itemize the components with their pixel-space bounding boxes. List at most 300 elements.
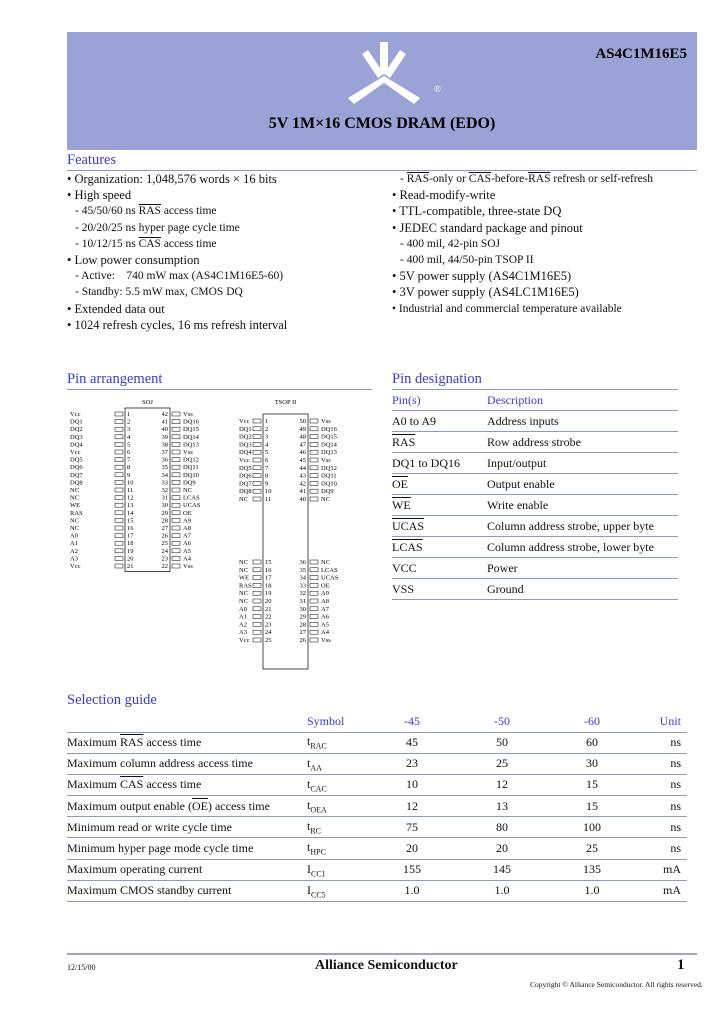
tsop-pin bbox=[310, 607, 318, 611]
soj-pin bbox=[172, 427, 180, 431]
soj-pin-label: DQ1 bbox=[70, 418, 83, 426]
tsop-pin-number: 16 bbox=[265, 566, 272, 574]
soj-pin-label: NC bbox=[70, 494, 80, 502]
tsop-pin bbox=[310, 497, 318, 501]
tsop-pin bbox=[253, 497, 261, 501]
tsop-pin-number: 44 bbox=[299, 464, 306, 472]
soj-pin-number: 30 bbox=[161, 502, 168, 510]
table-row bbox=[392, 495, 678, 516]
soj-pin-number: 20 bbox=[127, 555, 134, 563]
tsop-pin-number: 43 bbox=[299, 472, 306, 480]
tsop-pin-number: 47 bbox=[299, 441, 306, 449]
tsop-pin-number: 15 bbox=[265, 559, 272, 566]
tsop-pin-number: 23 bbox=[265, 621, 272, 629]
value-60-cell: 15 bbox=[547, 774, 637, 795]
feature-item: • High speed bbox=[67, 188, 132, 203]
soj-pin-label: A3 bbox=[70, 555, 78, 563]
soj-pin-label: NC bbox=[70, 517, 80, 525]
tsop-pin-number: 26 bbox=[299, 637, 306, 644]
unit-cell: ns bbox=[637, 774, 687, 795]
soj-pin-number: 25 bbox=[161, 540, 168, 548]
tsop-pin-number: 1 bbox=[265, 418, 269, 425]
feature-item: • 5V power supply (AS4C1M16E5) bbox=[392, 269, 572, 284]
soj-pin bbox=[172, 473, 180, 477]
tsop-pin-label: DQ13 bbox=[321, 449, 337, 457]
tsop-pin bbox=[310, 435, 318, 439]
tsop-pin-number: 28 bbox=[299, 621, 306, 629]
tsop-pin-number: 33 bbox=[299, 582, 306, 590]
tsop-pin-label: NC bbox=[321, 559, 331, 566]
soj-pin-label: A5 bbox=[183, 547, 191, 555]
tsop-pin-label: WE bbox=[239, 574, 250, 582]
tsop-pin bbox=[310, 458, 318, 462]
feature-subitem: - 20/20/25 ns hyper page cycle time bbox=[75, 221, 240, 234]
soj-pin-number: 28 bbox=[161, 517, 168, 525]
soj-pin-label: UCAS bbox=[183, 502, 201, 510]
soj-pin-label: NC bbox=[183, 487, 193, 494]
table-row bbox=[392, 537, 678, 558]
soj-pin-label: A6 bbox=[183, 540, 191, 548]
tsop-pin-label: DQ4 bbox=[239, 449, 252, 457]
soj-pin-number: 24 bbox=[161, 547, 168, 555]
tsop-pin-label: DQ10 bbox=[321, 480, 337, 488]
pin-diagram-svg bbox=[70, 394, 360, 679]
tsop-label: TSOP II bbox=[274, 399, 297, 406]
soj-pin-number: 33 bbox=[161, 479, 168, 487]
soj-pin bbox=[115, 549, 123, 553]
footer-date: 12/15/00 bbox=[67, 963, 96, 972]
tsop-pin bbox=[310, 474, 318, 478]
tsop-pin-number: 3 bbox=[265, 433, 269, 441]
table-row bbox=[392, 579, 678, 600]
soj-pin-label: WE bbox=[70, 502, 81, 510]
tsop-pin-number: 30 bbox=[299, 605, 306, 613]
soj-pin-number: 14 bbox=[127, 509, 134, 517]
tsop-pin-number: 22 bbox=[265, 613, 272, 621]
soj-pin bbox=[115, 480, 123, 484]
table-row bbox=[67, 880, 687, 901]
param-cell: Minimum read or write cycle time bbox=[67, 817, 307, 838]
tsop-pin bbox=[253, 435, 261, 439]
footer-page-number: 1 bbox=[677, 957, 685, 973]
tsop-pin-label: A9 bbox=[321, 590, 329, 598]
tsop-pin-label: DQ7 bbox=[239, 480, 252, 488]
soj-pin-number: 41 bbox=[161, 418, 168, 426]
feature-subitem: - 10/12/15 ns $\overline{CAS}$ access time bbox=[75, 237, 217, 250]
tsop-pin-label: Vss bbox=[321, 418, 331, 425]
pin-cell: LCAS bbox=[392, 537, 487, 558]
param-cell: Minimum hyper page mode cycle time bbox=[67, 838, 307, 859]
table-row bbox=[392, 474, 678, 495]
pin-arrangement-heading: Pin arrangement bbox=[67, 371, 163, 387]
soj-label: SOJ bbox=[142, 399, 153, 406]
value-60-cell: 135 bbox=[547, 859, 637, 880]
value-45-cell: 20 bbox=[367, 838, 457, 859]
soj-pin bbox=[172, 488, 180, 492]
soj-pin-label: DQ14 bbox=[183, 433, 199, 441]
tsop-pin-number: 20 bbox=[265, 598, 272, 605]
pin-cell: $\overline{WE}$ bbox=[392, 495, 487, 516]
symbol-cell: $t_{HPC}$ bbox=[307, 838, 367, 859]
tsop-pin-label: NC bbox=[239, 590, 249, 598]
tsop-pin-label: DQ8 bbox=[239, 488, 252, 496]
desc-cell: Column address strobe, upper byte bbox=[487, 516, 678, 537]
tsop-pin-label: A6 bbox=[321, 613, 329, 621]
value-50-cell: 50 bbox=[457, 732, 547, 753]
soj-pin-number: 4 bbox=[127, 433, 131, 441]
col-45: -45 bbox=[367, 712, 457, 732]
soj-pin-label: DQ2 bbox=[70, 426, 83, 434]
tsop-pin-label: DQ1 bbox=[239, 425, 252, 433]
soj-pin-label: Vcc bbox=[70, 411, 81, 418]
tsop-pin-label: DQ9 bbox=[321, 488, 334, 496]
soj-pin bbox=[115, 412, 123, 416]
feature-item: • Low power consumption bbox=[67, 253, 200, 268]
soj-pin-number: 13 bbox=[127, 502, 134, 510]
footer-rule bbox=[67, 953, 697, 955]
footer-copyright: Copyright © Alliance Semiconductor. All rights reserved. bbox=[530, 980, 703, 989]
param-cell: Maximum output enable $(\overline{OE})$ access time bbox=[67, 796, 307, 817]
soj-pin-number: 37 bbox=[161, 449, 168, 456]
tsop-pin-label: LCAS bbox=[321, 566, 338, 574]
soj-pin-label: DQ12 bbox=[183, 456, 199, 464]
desc-cell: Input/output bbox=[487, 453, 678, 474]
symbol-cell: $I_{CC5}$ bbox=[307, 880, 367, 901]
unit-cell: mA bbox=[637, 880, 687, 901]
soj-pin-number: 3 bbox=[127, 426, 131, 434]
header-banner bbox=[67, 32, 697, 150]
col-pins: Pin(s) bbox=[392, 390, 487, 411]
tsop-pin-number: 19 bbox=[265, 590, 272, 598]
value-60-cell: 1.0 bbox=[547, 880, 637, 901]
features-heading: Features bbox=[67, 152, 117, 168]
soj-pin bbox=[115, 511, 123, 515]
soj-pin bbox=[172, 518, 180, 522]
value-60-cell: 30 bbox=[547, 753, 637, 774]
symbol-cell: $t_{RAC}$ bbox=[307, 732, 367, 753]
unit-cell: ns bbox=[637, 732, 687, 753]
value-60-cell: 25 bbox=[547, 838, 637, 859]
tsop-pin-label: DQ12 bbox=[321, 464, 337, 472]
selection-guide-table bbox=[67, 712, 687, 902]
part-number: AS4C1M16E5 bbox=[595, 46, 687, 62]
tsop-pin bbox=[310, 599, 318, 603]
tsop-pin-label: DQ5 bbox=[239, 464, 252, 472]
col-60: -60 bbox=[547, 712, 637, 732]
tsop-pin bbox=[310, 622, 318, 626]
soj-pin bbox=[115, 503, 123, 507]
tsop-pin-number: 17 bbox=[265, 574, 272, 582]
tsop-pin-number: 21 bbox=[265, 605, 272, 613]
tsop-pin-label: NC bbox=[239, 566, 249, 574]
table-row bbox=[392, 453, 678, 474]
symbol-cell: $t_{RC}$ bbox=[307, 817, 367, 838]
soj-pin-number: 12 bbox=[127, 494, 134, 502]
soj-pin-label: DQ5 bbox=[70, 456, 83, 464]
alliance-logo-icon bbox=[342, 40, 441, 115]
tsop-pin bbox=[253, 419, 261, 423]
tsop-pin bbox=[253, 576, 261, 580]
tsop-pin-number: 5 bbox=[265, 449, 269, 457]
table-row bbox=[67, 753, 687, 774]
soj-pin-label: DQ13 bbox=[183, 441, 199, 449]
table-row bbox=[67, 838, 687, 859]
tsop-pin-label: OE bbox=[321, 582, 330, 590]
feature-subitem: - 400 mil, 42-pin SOJ bbox=[400, 237, 500, 250]
table-row bbox=[392, 411, 678, 432]
soj-pin-number: 6 bbox=[127, 449, 131, 456]
soj-pin-label: DQ6 bbox=[70, 464, 83, 472]
tsop-pin-label: A2 bbox=[239, 621, 247, 629]
soj-pin-number: 26 bbox=[161, 532, 168, 540]
pin-cell: $\overline{RAS}$ bbox=[392, 432, 487, 453]
soj-pin bbox=[115, 435, 123, 439]
page-title: 5V 1M×16 CMOS DRAM (EDO) bbox=[268, 115, 496, 132]
col-parameter bbox=[67, 712, 307, 732]
soj-pin-number: 29 bbox=[161, 509, 168, 517]
tsop-pin-label: NC bbox=[239, 559, 249, 566]
tsop-pin bbox=[310, 576, 318, 580]
soj-pin-number: 39 bbox=[161, 433, 168, 441]
tsop-pin bbox=[310, 560, 318, 564]
tsop-pin bbox=[253, 568, 261, 572]
soj-pin bbox=[115, 427, 123, 431]
soj-pin-label: Vss bbox=[183, 449, 193, 456]
table-row bbox=[67, 796, 687, 817]
unit-cell: ns bbox=[637, 817, 687, 838]
param-cell: Maximum column address access time bbox=[67, 753, 307, 774]
value-50-cell: 12 bbox=[457, 774, 547, 795]
tsop-pin-number: 48 bbox=[299, 433, 306, 441]
soj-pin-number: 31 bbox=[161, 494, 168, 502]
soj-pin-number: 27 bbox=[161, 525, 168, 532]
tsop-pin-label: A7 bbox=[321, 605, 329, 613]
param-cell: Maximum CMOS standby current bbox=[67, 880, 307, 901]
soj-pin bbox=[115, 526, 123, 530]
value-60-cell: 60 bbox=[547, 732, 637, 753]
tsop-pin bbox=[253, 615, 261, 619]
soj-pin-number: 17 bbox=[127, 532, 134, 540]
soj-pin-number: 18 bbox=[127, 540, 134, 548]
tsop-pin bbox=[310, 489, 318, 493]
soj-pin-label: LCAS bbox=[183, 494, 200, 502]
value-45-cell: 155 bbox=[367, 859, 457, 880]
tsop-pin bbox=[253, 560, 261, 564]
tsop-pin bbox=[253, 591, 261, 595]
table-header-row bbox=[67, 712, 687, 732]
soj-pin-label: A2 bbox=[70, 547, 78, 555]
soj-pin bbox=[115, 518, 123, 522]
tsop-pin-label: Vss bbox=[321, 637, 331, 644]
tsop-pin-label: NC bbox=[239, 496, 249, 503]
soj-pin-number: 5 bbox=[127, 441, 131, 449]
desc-cell: Column address strobe, lower byte bbox=[487, 537, 678, 558]
tsop-pin bbox=[253, 630, 261, 634]
tsop-pin-label: DQ3 bbox=[239, 441, 252, 449]
pin-arrangement-rule bbox=[67, 389, 372, 390]
tsop-pin-label: UCAS bbox=[321, 574, 339, 582]
feature-subitem: - Active: 740 mW max (AS4C1M16E5-60) bbox=[75, 270, 284, 283]
tsop-pin-number: 2 bbox=[265, 425, 269, 433]
tsop-pin bbox=[253, 583, 261, 587]
soj-pin-number: 35 bbox=[161, 464, 168, 472]
tsop-pin-label: Vcc bbox=[239, 418, 250, 425]
soj-pin bbox=[172, 541, 180, 545]
tsop-pin bbox=[253, 481, 261, 485]
tsop-pin-label: Vcc bbox=[239, 457, 250, 464]
soj-pin-number: 23 bbox=[161, 555, 168, 563]
tsop-pin bbox=[310, 427, 318, 431]
table-row bbox=[67, 774, 687, 795]
soj-pin-label: A7 bbox=[183, 532, 191, 540]
tsop-pin bbox=[253, 427, 261, 431]
soj-pin-label: Vss bbox=[183, 563, 193, 570]
table-header-row bbox=[392, 390, 678, 411]
tsop-pin bbox=[310, 419, 318, 423]
soj-pin bbox=[115, 564, 123, 568]
pin-diagram bbox=[70, 394, 360, 684]
tsop-pin-number: 42 bbox=[299, 480, 306, 488]
param-cell: Maximum $\overline{CAS}$ access time bbox=[67, 774, 307, 795]
tsop-pin-number: 9 bbox=[265, 480, 269, 488]
pin-cell: VSS bbox=[392, 579, 487, 600]
soj-pin bbox=[115, 458, 123, 462]
soj-pin bbox=[115, 534, 123, 538]
tsop-pin bbox=[310, 450, 318, 454]
soj-pin-label: A8 bbox=[183, 525, 191, 532]
tsop-pin-label: NC bbox=[239, 598, 249, 605]
soj-pin bbox=[115, 442, 123, 446]
feature-subitem: - 400 mil, 44/50-pin TSOP II bbox=[400, 254, 534, 267]
value-50-cell: 13 bbox=[457, 796, 547, 817]
tsop-pin-label: A1 bbox=[239, 613, 247, 621]
soj-pin-label: DQ15 bbox=[183, 426, 199, 434]
tsop-pin-number: 25 bbox=[265, 637, 272, 644]
soj-pin-number: 19 bbox=[127, 547, 134, 555]
soj-pin-number: 16 bbox=[127, 525, 134, 532]
soj-pin bbox=[172, 442, 180, 446]
tsop-pin-number: 50 bbox=[299, 418, 306, 425]
feature-item: • Organization: 1,048,576 words × 16 bits bbox=[67, 172, 277, 186]
col-unit: Unit bbox=[637, 712, 687, 732]
soj-pin-number: 32 bbox=[161, 487, 168, 494]
col-description: Description bbox=[487, 390, 678, 411]
param-cell: Maximum $\overline{RAS}$ access time bbox=[67, 732, 307, 753]
soj-pin-number: 34 bbox=[161, 471, 168, 479]
tsop-pin-label: A0 bbox=[239, 605, 247, 613]
tsop-pin-number: 7 bbox=[265, 464, 269, 472]
tsop-pin-number: 6 bbox=[265, 457, 269, 464]
soj-pin bbox=[172, 496, 180, 500]
value-45-cell: 10 bbox=[367, 774, 457, 795]
pin-cell: UCAS bbox=[392, 516, 487, 537]
soj-pin-number: 7 bbox=[127, 456, 131, 464]
soj-pin bbox=[115, 473, 123, 477]
tsop-pin-number: 10 bbox=[265, 488, 272, 496]
tsop-pin bbox=[253, 489, 261, 493]
tsop-pin-label: DQ14 bbox=[321, 441, 337, 449]
unit-cell: mA bbox=[637, 859, 687, 880]
tsop-pin-number: 45 bbox=[299, 457, 306, 464]
tsop-pin bbox=[253, 442, 261, 446]
tsop-pin-label: DQ2 bbox=[239, 433, 252, 441]
value-50-cell: 1.0 bbox=[457, 880, 547, 901]
soj-pin bbox=[115, 465, 123, 469]
soj-pin-number: 2 bbox=[127, 418, 131, 426]
value-45-cell: 75 bbox=[367, 817, 457, 838]
desc-cell: Output enable bbox=[487, 474, 678, 495]
desc-cell: Address inputs bbox=[487, 411, 678, 432]
soj-pin bbox=[172, 480, 180, 484]
soj-pin bbox=[115, 420, 123, 424]
soj-pin bbox=[172, 465, 180, 469]
tsop-pin bbox=[253, 466, 261, 470]
selection-guide-heading: Selection guide bbox=[67, 692, 157, 708]
soj-pin bbox=[172, 435, 180, 439]
soj-pin-number: 9 bbox=[127, 471, 131, 479]
soj-pin bbox=[172, 534, 180, 538]
unit-cell: ns bbox=[637, 838, 687, 859]
col-50: -50 bbox=[457, 712, 547, 732]
trademark-symbol: ® bbox=[434, 84, 441, 94]
soj-pin-label: DQ16 bbox=[183, 418, 199, 426]
feature-subitem: - Standby: 5.5 mW max, CMOS DQ bbox=[75, 286, 243, 299]
tsop-pin-label: A5 bbox=[321, 621, 329, 629]
tsop-pin-label: DQ6 bbox=[239, 472, 252, 480]
table-row bbox=[67, 859, 687, 880]
soj-pin bbox=[172, 526, 180, 530]
value-45-cell: 1.0 bbox=[367, 880, 457, 901]
pin-designation-heading: Pin designation bbox=[392, 371, 482, 387]
feature-item: • Industrial and commercial temperature available bbox=[392, 302, 622, 315]
soj-pin-number: 40 bbox=[161, 426, 168, 434]
tsop-pin-number: 40 bbox=[299, 496, 306, 503]
pin-cell: DQ1 to DQ16 bbox=[392, 453, 487, 474]
tsop-pin bbox=[310, 583, 318, 587]
soj-pin-label: Vcc bbox=[70, 563, 81, 570]
features-list-left bbox=[67, 171, 287, 333]
features-list-right bbox=[392, 171, 653, 317]
tsop-pin bbox=[310, 442, 318, 446]
tsop-pin-number: 29 bbox=[299, 613, 306, 621]
tsop-pin bbox=[310, 615, 318, 619]
tsop-pin bbox=[253, 607, 261, 611]
soj-pin bbox=[172, 458, 180, 462]
tsop-pin-number: 49 bbox=[299, 425, 306, 433]
soj-pin-label: A4 bbox=[183, 555, 191, 563]
tsop-pin bbox=[253, 474, 261, 478]
value-50-cell: 20 bbox=[457, 838, 547, 859]
desc-cell: Write enable bbox=[487, 495, 678, 516]
feature-item: • Extended data out bbox=[67, 301, 165, 316]
soj-pin-number: 15 bbox=[127, 517, 134, 525]
soj-pin-label: DQ11 bbox=[183, 464, 199, 472]
tsop-pin-number: 32 bbox=[299, 590, 306, 598]
tsop-pin bbox=[253, 450, 261, 454]
soj-pin-label: DQ9 bbox=[183, 479, 196, 487]
unit-cell: ns bbox=[637, 796, 687, 817]
value-45-cell: 12 bbox=[367, 796, 457, 817]
soj-pin-number: 11 bbox=[127, 487, 134, 494]
tsop-pin-number: 27 bbox=[299, 629, 306, 637]
feature-subitem: - $\overline{RAS}$-only or $\overline{CAS}-before-\overline{RAS}$ refresh or self-refresh bbox=[400, 173, 653, 185]
value-45-cell: 45 bbox=[367, 732, 457, 753]
soj-pin bbox=[172, 564, 180, 568]
table-row bbox=[392, 516, 678, 537]
table-row bbox=[67, 732, 687, 753]
soj-pin bbox=[172, 450, 180, 454]
tsop-pin bbox=[310, 568, 318, 572]
